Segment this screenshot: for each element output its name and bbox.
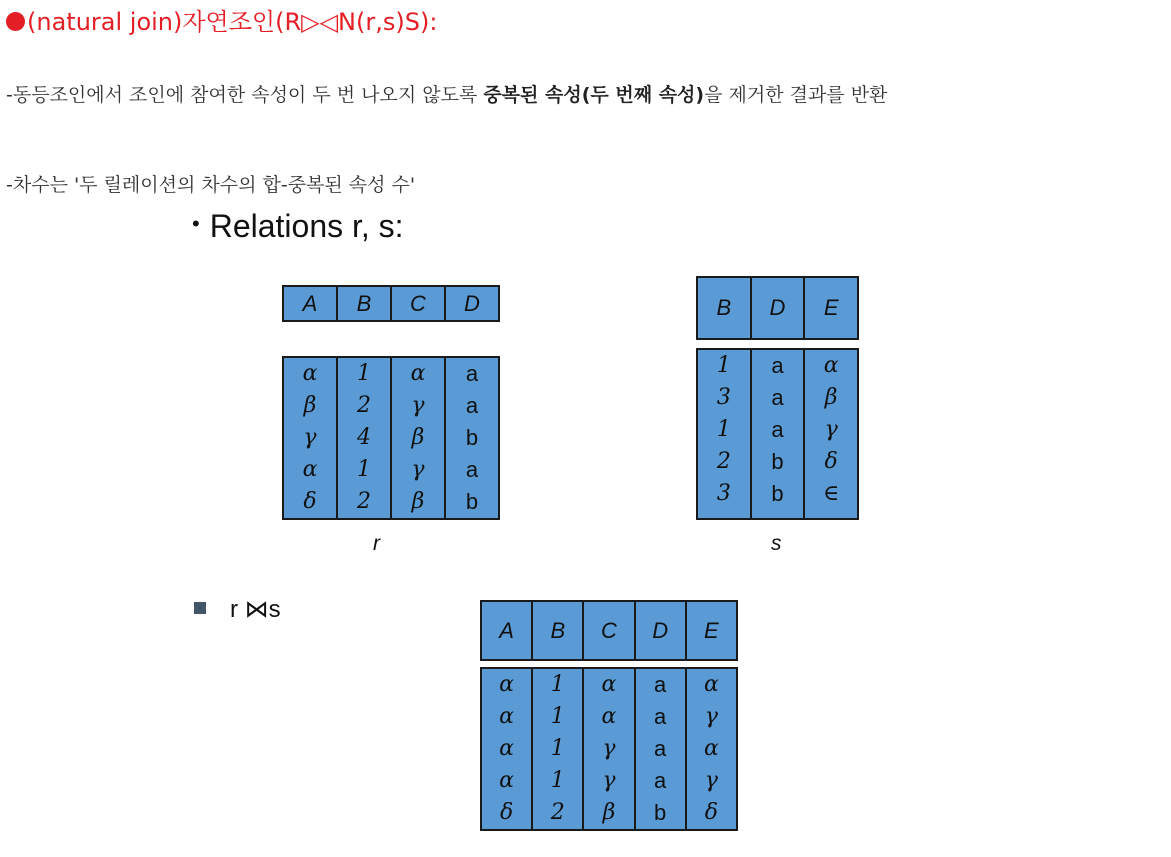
cell-value: γ (602, 736, 616, 761)
cell-value: a (654, 768, 667, 793)
header-cell: D (635, 601, 686, 660)
cell-value: 3 (716, 481, 731, 506)
header-cell: A (283, 286, 337, 321)
data-column (481, 668, 532, 830)
cell-value: 1 (716, 353, 731, 378)
cell-value: α (499, 672, 515, 697)
cell-value: 1 (550, 768, 565, 793)
cell-value: 1 (357, 361, 371, 386)
data-column (751, 349, 805, 519)
cell-value: β (824, 385, 838, 410)
header-cell: A (481, 601, 532, 660)
square-bullet-icon (194, 602, 206, 614)
cell-value: α (601, 704, 617, 729)
cell-value: a (654, 736, 667, 761)
cell-value: b (654, 800, 667, 825)
relation-r-caption: r (373, 532, 380, 555)
data-column (445, 357, 499, 519)
cell-value: γ (602, 768, 616, 793)
para1-text: -동등조인에서 조인에 참여한 속성이 두 번 나오지 않도록 (6, 84, 484, 106)
cell-value: γ (411, 457, 425, 482)
data-column (583, 668, 634, 830)
cell-value: γ (411, 393, 425, 418)
header-cell: B (532, 601, 583, 660)
cell-value: α (703, 672, 719, 697)
cell-value: 2 (357, 393, 371, 418)
heading-text: (natural join)자연조인(R▷◁N(r,s)S): (27, 8, 438, 36)
cell-value: 2 (357, 489, 371, 514)
data-column (532, 668, 583, 830)
cell-value: α (499, 736, 515, 761)
data-column (337, 357, 391, 519)
cell-value: 2 (550, 800, 565, 825)
bullet-icon: • (192, 211, 200, 236)
cell-value: 1 (550, 736, 565, 761)
cell-value: δ (704, 800, 718, 825)
cell-value: a (654, 672, 667, 697)
relations-title-text: Relations r, s: (209, 208, 404, 244)
relation-s-body (696, 348, 859, 520)
cell-value: 4 (357, 425, 371, 450)
cell-value: α (499, 768, 515, 793)
cell-value: ∈ (823, 481, 840, 506)
cell-value: a (771, 385, 784, 410)
relations-title (192, 208, 404, 245)
data-column (391, 357, 445, 519)
cell-value: γ (303, 425, 317, 450)
cell-value: α (302, 457, 318, 482)
cell-value: a (465, 457, 479, 482)
cell-value: β (411, 425, 425, 450)
cell-value: γ (704, 768, 718, 793)
cell-value: a (465, 393, 479, 418)
cell-value: γ (704, 704, 718, 729)
cell-value: α (410, 361, 426, 386)
cell-value: δ (824, 449, 838, 474)
header-cell: D (751, 277, 805, 339)
cell-value: b (771, 481, 784, 506)
cell-value: δ (499, 800, 514, 825)
cell-value: α (703, 736, 719, 761)
cell-value: α (601, 672, 617, 697)
section-heading (6, 2, 437, 37)
cell-value: β (303, 393, 317, 418)
header-cell: C (583, 601, 634, 660)
description-equijoin (6, 80, 887, 107)
data-column (635, 668, 686, 830)
cell-value: a (465, 361, 479, 386)
data-column (686, 668, 737, 830)
cell-value: b (465, 425, 479, 450)
para1-bold: 중복된 속성(두 번째 속성) (483, 84, 705, 106)
join-label-text: r ⋈s (230, 596, 281, 623)
relation-s-header (696, 276, 859, 340)
description-degree: -차수는 '두 릴레이션의 차수의 합-중복된 속성 수' (6, 174, 416, 196)
relation-r-header (282, 285, 500, 322)
header-cell: E (686, 601, 737, 660)
cell-value: α (499, 704, 515, 729)
cell-value: 1 (357, 457, 371, 482)
header-cell: B (337, 286, 391, 321)
cell-value: 3 (716, 385, 731, 410)
cell-value: γ (824, 417, 838, 442)
cell-value: β (602, 800, 616, 825)
header-cell: D (445, 286, 499, 321)
cell-value: b (465, 489, 479, 514)
result-header (480, 600, 738, 661)
relation-s-caption: s (771, 532, 782, 555)
data-column (804, 349, 858, 519)
join-label (194, 595, 281, 624)
cell-value: 1 (550, 672, 565, 697)
result-body (480, 667, 738, 831)
data-column (283, 357, 337, 519)
data-column (697, 349, 751, 519)
header-cell: C (391, 286, 445, 321)
cell-value: a (771, 417, 784, 442)
relation-r-body (282, 356, 500, 520)
cell-value: β (411, 489, 425, 514)
red-bullet-icon (6, 12, 25, 31)
cell-value: δ (303, 489, 317, 514)
cell-value: α (823, 353, 839, 378)
cell-value: 2 (716, 449, 731, 474)
header-cell: E (804, 277, 858, 339)
cell-value: α (302, 361, 318, 386)
cell-value: a (654, 704, 667, 729)
header-cell: B (697, 277, 751, 339)
cell-value: 1 (550, 704, 565, 729)
cell-value: a (771, 353, 784, 378)
cell-value: 1 (716, 417, 731, 442)
para1-text-end: 을 제거한 결과를 반환 (704, 84, 888, 106)
cell-value: b (771, 449, 784, 474)
